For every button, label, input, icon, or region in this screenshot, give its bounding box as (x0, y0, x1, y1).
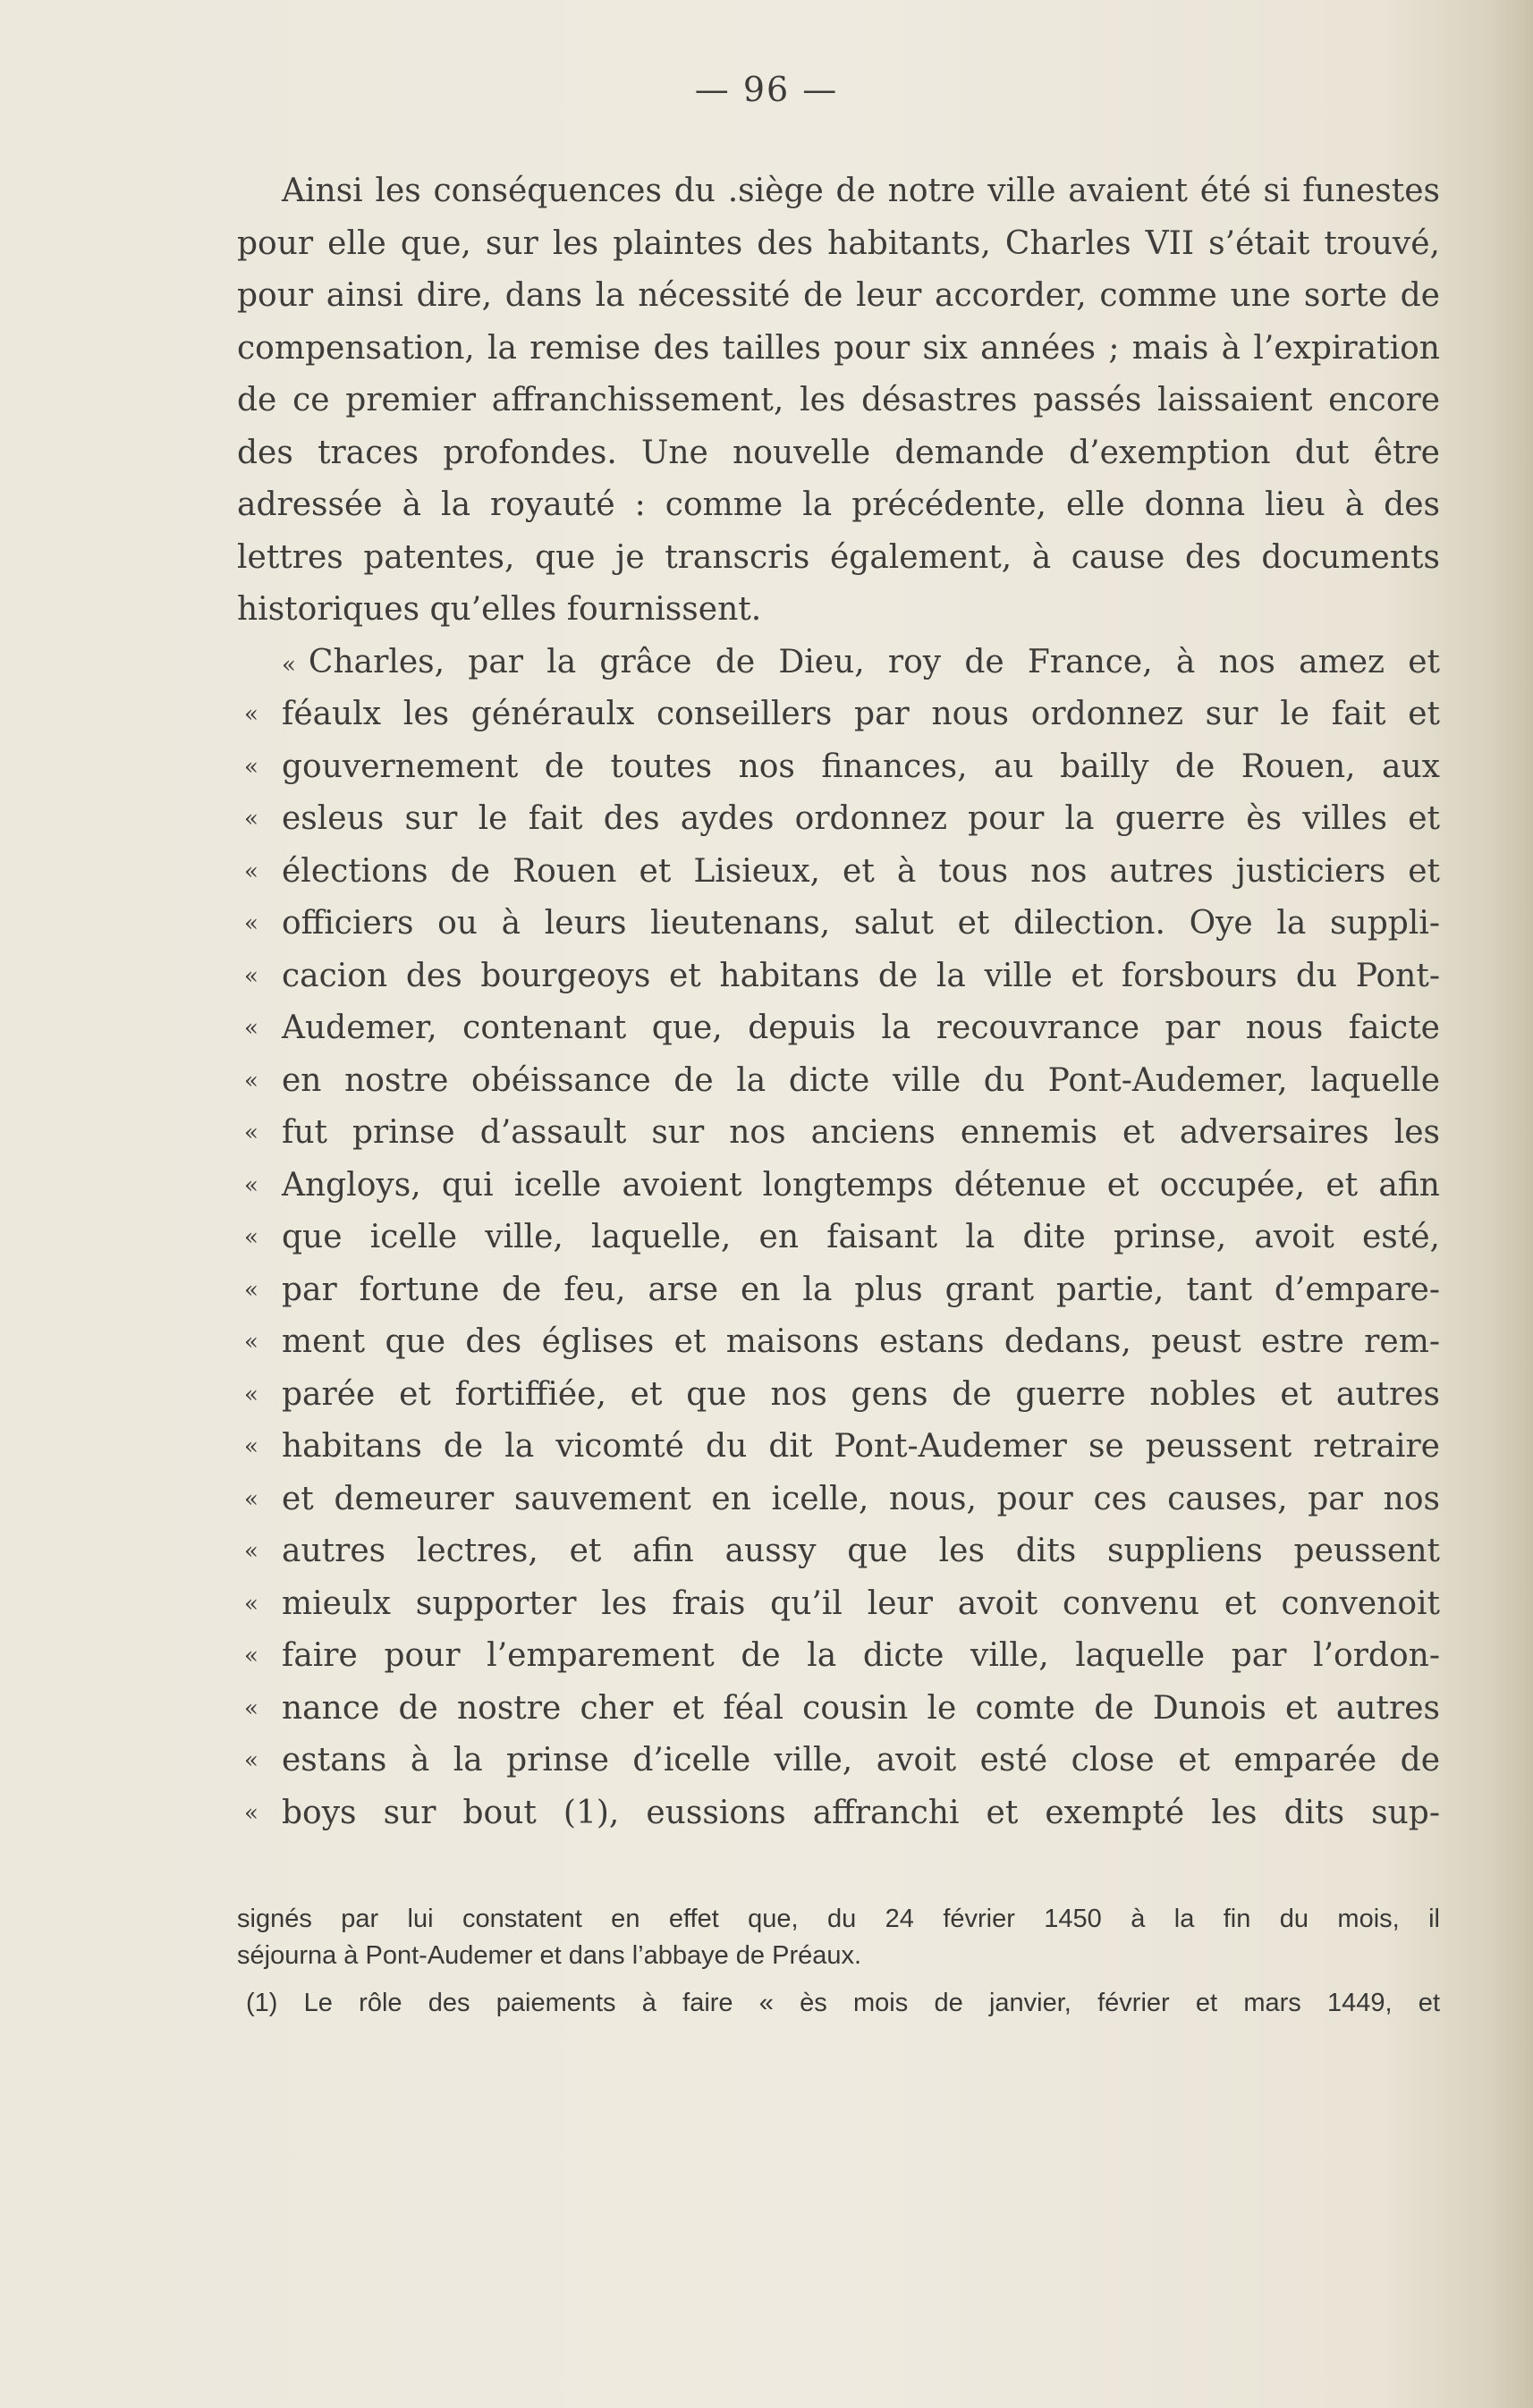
footnote-continued-line: signés par lui constatent en effet que, du 24 février 1450 à la fin du mois, il (237, 1905, 1440, 1933)
quote-mark: « (244, 1485, 258, 1513)
quote-line-text: habitans de la vicomté du dit Pont-Audemer se peussent retraire (282, 1428, 1440, 1465)
quote-mark: « (244, 1015, 258, 1042)
main-text (237, 165, 1440, 1839)
quote-line (237, 1421, 1440, 1474)
quote-line (237, 1474, 1440, 1526)
quote-line-text: et demeurer sauvement en icelle, nous, pour ces causes, par nos (282, 1480, 1440, 1517)
quote-line-text: faire pour l’emparement de la dicte ville, laquelle par l’ordon- (282, 1637, 1440, 1674)
quote-line (237, 1002, 1440, 1055)
quote-line (237, 951, 1440, 1003)
quote-line (237, 637, 1440, 689)
quote-mark: « (244, 1799, 258, 1827)
quote-line-text: parée et fortiffiée, et que nos gens de guerre nobles et autres (282, 1375, 1440, 1413)
quote-mark: « (244, 1590, 258, 1618)
footnote-continued-line: séjourna à Pont-Audemer et dans l’abbaye de Préaux. (237, 1941, 862, 1970)
page-number: — 96 — (694, 70, 839, 109)
quote-mark: « (244, 753, 258, 781)
quote-line (237, 1369, 1440, 1422)
quote-line (237, 846, 1440, 899)
quote-line (237, 1578, 1440, 1631)
quote-mark: « (244, 701, 258, 728)
quote-line-text: élections de Rouen et Lisieux, et à tous nos autres justiciers et (282, 852, 1440, 890)
quote-line (237, 1160, 1440, 1212)
quote-mark: « (244, 910, 258, 937)
quote-line (237, 793, 1440, 846)
quote-line (237, 689, 1440, 741)
quote-mark: « (244, 806, 258, 832)
quote-mark: « (282, 651, 296, 679)
quote-line (237, 898, 1440, 951)
quote-line-text: esleus sur le fait des aydes ordonnez pour la guerre ès villes et (282, 800, 1440, 837)
footnote-1: (1) Le rôle des paiements à faire « ès mois de janvier, février et mars 1449, et (246, 1989, 1440, 2017)
quote-line-text: gouvernement de toutes nos finances, au bailly de Rouen, aux (282, 748, 1440, 785)
quote-line-text: estans à la prinse d’icelle ville, avoit esté close et emparée de (282, 1742, 1440, 1779)
quote-mark: « (244, 1381, 258, 1408)
quote-line-text: mieulx supporter les frais qu’il leur avoit convenu et convenoit (282, 1584, 1440, 1622)
quote-mark: « (244, 1276, 258, 1304)
quote-line (237, 1787, 1440, 1840)
letters-patent-quote (237, 637, 1440, 1840)
quote-mark: « (244, 858, 258, 885)
quote-line-text: par fortune de feu, arse en la plus grant partie, tant d’empare- (282, 1271, 1440, 1308)
quote-mark: « (244, 1643, 258, 1669)
quote-mark: « (244, 1747, 258, 1774)
quote-line-text: féaulx les généraulx conseillers par nous ordonnez sur le fait et (282, 696, 1440, 732)
quote-line (237, 1107, 1440, 1160)
quote-line (237, 1630, 1440, 1683)
quote-mark: « (244, 1224, 258, 1251)
quote-line (237, 1683, 1440, 1736)
quote-line-text: boys sur bout (1), eussions affranchi et exempté les dits sup- (282, 1794, 1440, 1831)
quote-line-text: Charles, par la grâce de Dieu, roy de France, à nos amez et (308, 643, 1440, 680)
quote-mark: « (244, 1120, 258, 1146)
quote-line-text: cacion des bourgeoys et habitans de la ville et forsbours du Pont- (282, 957, 1440, 994)
quote-mark: « (244, 1171, 258, 1199)
quote-line-text: fut prinse d’assault sur nos anciens ennemis et adversaires les (282, 1114, 1440, 1151)
quote-line-text: ment que des églises et maisons estans dedans, peust estre rem- (282, 1323, 1440, 1360)
quote-line (237, 1212, 1440, 1264)
quote-line-text: nance de nostre cher et féal cousin le comte de Dunois et autres (282, 1689, 1440, 1727)
quote-line (237, 1264, 1440, 1317)
quote-mark: « (244, 1694, 258, 1722)
quote-line (237, 741, 1440, 794)
quote-line-text: Angloys, qui icelle avoient longtemps détenue et occupée, et afin (282, 1166, 1440, 1204)
quote-line (237, 1316, 1440, 1369)
quote-mark: « (244, 1433, 258, 1460)
quote-line-text: Audemer, contenant que, depuis la recouvrance par nous faicte (282, 1010, 1440, 1046)
quote-line (237, 1525, 1440, 1578)
footnotes (237, 1901, 1440, 2022)
quote-mark: « (244, 1538, 258, 1565)
quote-mark: « (244, 962, 258, 990)
quote-line-text: en nostre obéissance de la dicte ville du Pont-Audemer, laquelle (282, 1061, 1440, 1099)
quote-line (237, 1735, 1440, 1787)
quote-line-text: que icelle ville, laquelle, en faisant la dite prinse, avoit esté, (282, 1219, 1440, 1255)
quote-mark: « (244, 1329, 258, 1356)
narrative-paragraph: Ainsi les conséquences du .siège de notre ville avaient été si funestes pour elle que, sur les plaintes des habitants, Charles VII s’était trouvé, pour ainsi dire, dans la nécessité de leur accorder, comme une sorte de compensation, la remise des tailles pour six années ; mais à l’expiration de ce premier affranchissement, les désastres passés laissaient encore des traces profondes. Une nouvelle demande d’exemption dut être adressée à la royauté : comme la précédente, elle donna lieu à des lettres patentes, que je transcris également, à cause des documents historiques qu’elles fournissent. (237, 173, 1440, 628)
quote-line-text: officiers ou à leurs lieutenans, salut et dilection. Oye la suppli- (282, 905, 1440, 942)
quote-line (237, 1055, 1440, 1108)
quote-line-text: autres lectres, et afin aussy que les dits suppliens peussent (282, 1533, 1440, 1569)
quote-mark: « (244, 1067, 258, 1094)
